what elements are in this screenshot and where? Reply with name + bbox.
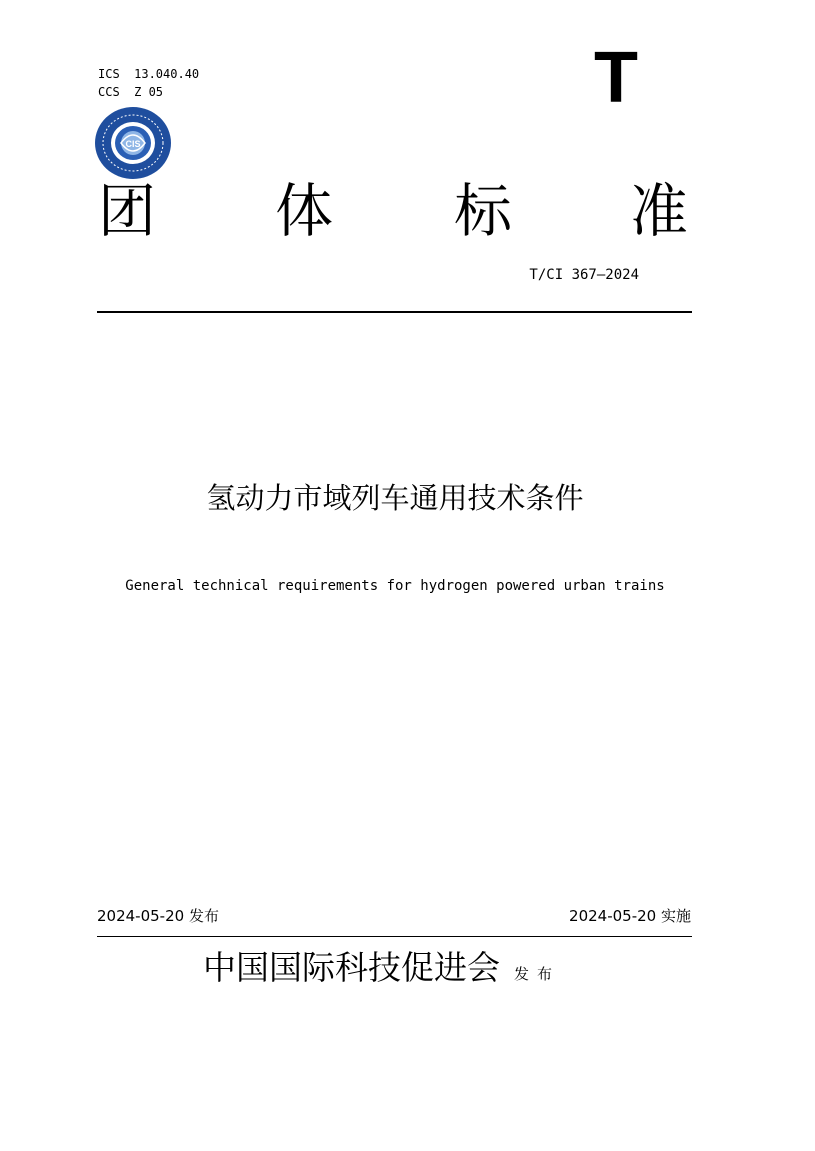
svg-text:CIS: CIS bbox=[125, 139, 141, 149]
document-title-english: General technical requirements for hydrogen powered urban trains bbox=[125, 578, 665, 594]
header-divider bbox=[97, 311, 692, 313]
implementation-date: 2024-05-20 实施 bbox=[569, 907, 691, 925]
publisher-line bbox=[203, 946, 560, 990]
publisher-action: 发布 bbox=[514, 965, 561, 983]
ics-code: ICS 13.040.40 bbox=[98, 67, 200, 81]
organization-seal-logo bbox=[93, 105, 173, 181]
standard-type-char: 团 bbox=[97, 177, 156, 245]
document-title-chinese: 氢动力市域列车通用技术条件 bbox=[206, 481, 584, 515]
standard-type-char: 标 bbox=[453, 177, 512, 245]
footer-divider bbox=[97, 936, 692, 937]
standard-type-char: 体 bbox=[274, 177, 333, 245]
standard-type-char: 准 bbox=[629, 177, 688, 245]
standard-category-letter: T bbox=[594, 38, 638, 118]
publisher-name: 中国国际科技促进会 bbox=[203, 948, 500, 987]
standard-number: T/CI 367—2024 bbox=[529, 267, 639, 283]
ccs-code: CCS Z 05 bbox=[98, 85, 164, 99]
issue-date: 2024-05-20 发布 bbox=[97, 907, 219, 925]
